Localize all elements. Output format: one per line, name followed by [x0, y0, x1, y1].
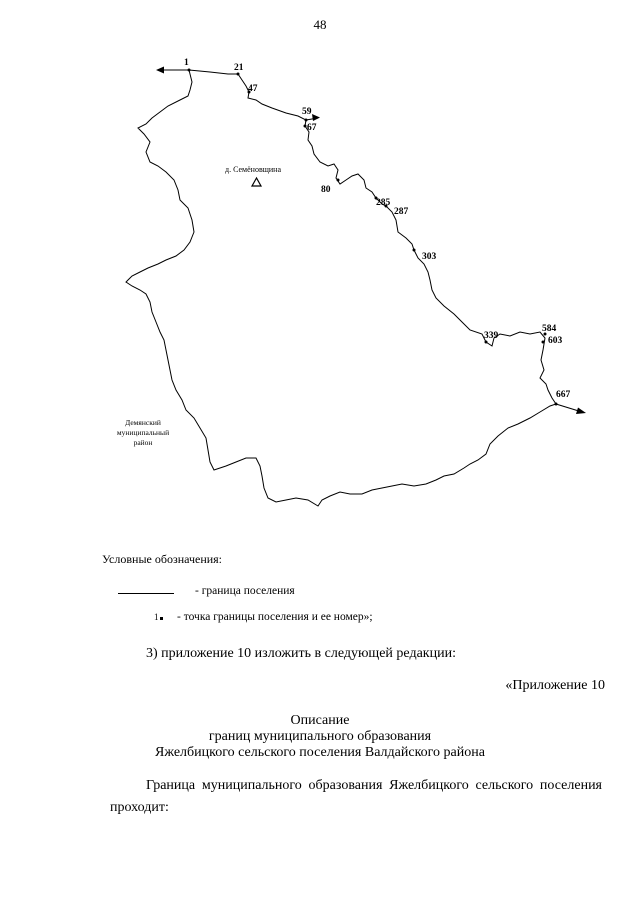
- legend-point-dot-icon: [160, 617, 163, 620]
- point-label-603: 603: [548, 336, 563, 346]
- point-label-303: 303: [422, 252, 437, 262]
- legend-boundary-line: [118, 593, 174, 594]
- point-label-339: 339: [484, 331, 499, 341]
- settlement-boundary: [126, 70, 556, 506]
- point-label-667: 667: [556, 390, 571, 400]
- amendment-line: 3) приложение 10 изложить в следующей редакции:: [146, 646, 456, 661]
- description-line-3: Яжелбицкого сельского поселения Валдайского района: [155, 745, 485, 760]
- settlement-triangle-icon: [252, 178, 261, 186]
- point-label-47: 47: [248, 84, 258, 94]
- description-title: Описание: [290, 713, 350, 728]
- page-number: 48: [313, 17, 327, 32]
- legend-point-text: - точка границы поселения и ее номер»;: [177, 611, 373, 623]
- district-label: Демянский муниципальный район: [116, 418, 170, 447]
- legend-point-number: 1: [154, 612, 159, 622]
- boundary-description-paragraph: Граница муниципального образования Яжелбицкого сельского поселения проходит:: [110, 778, 602, 815]
- settlement-label: д. Семёновщина: [225, 165, 281, 174]
- point-label-287: 287: [394, 207, 409, 217]
- point-label-285: 285: [376, 198, 391, 208]
- boundary-points: [188, 69, 558, 406]
- description-line-2: границ муниципального образования: [208, 729, 432, 744]
- point-label-584: 584: [542, 324, 557, 334]
- point-label-67: 67: [307, 123, 317, 133]
- point-label-80: 80: [321, 185, 331, 195]
- legend-title: Условные обозначения:: [102, 552, 223, 566]
- point-label-59: 59: [302, 107, 312, 117]
- legend-boundary-text: - граница поселения: [195, 585, 295, 597]
- point-label-21: 21: [234, 63, 244, 73]
- appendix-label: «Приложение 10: [505, 678, 605, 693]
- point-label-1: 1: [184, 58, 189, 68]
